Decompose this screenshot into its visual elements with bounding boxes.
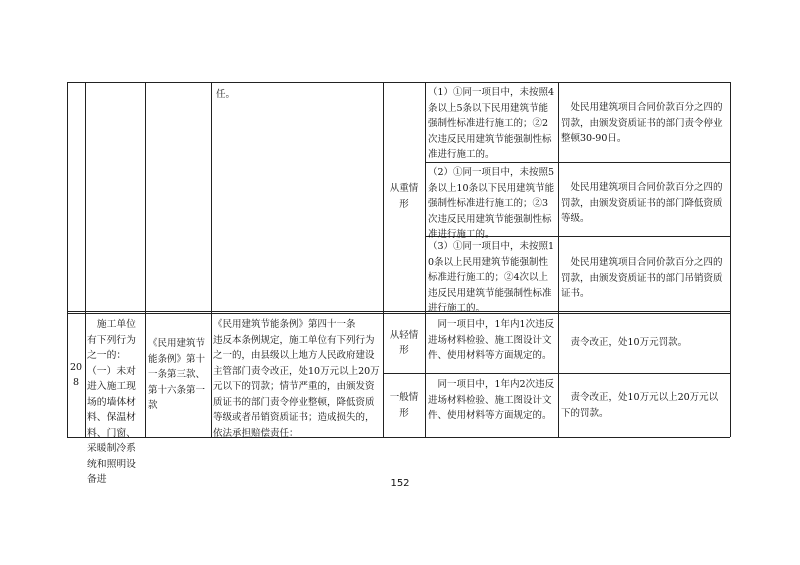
heavy-detail-1: （1）①同一项目中，未按照4条以上5条以下民用建筑节能强制性标准进行施工的；②2次违反民用建筑节能强制性标准进行施工的。 [428,87,555,160]
law-reference: 《民用建筑节能条例》第十一条第三款、第十六条第一款 [148,338,206,412]
light-detail: 同一项目中，1年内1次违反进场材料检验、施工图设计文件、使用材料等方面规定的。 [428,319,555,361]
light-penalty: 责令改正，处10万元罚款。 [570,337,688,349]
general-detail: 同一项目中，1年内2次违反进场材料检验、施工图设计文件、使用材料等方面规定的。 [428,379,555,421]
general-penalty: 责令改正，处10万元以上20万元以下的罚款。 [561,392,719,419]
circumstance-heavy: 从重情形 [389,183,419,210]
item-number: 208 [69,361,83,388]
behavior-text: 施工单位有下列行为之一的：（一）未对进入施工现场的墙体材料、保温材料、门窗、采暖制冷系统和照明设备进 [87,319,136,485]
basis-tail-text: 任。 [216,89,236,100]
legal-basis-text: 《民用建筑节能条例》第四十一条 违反本条例规定，施工单位有下列行为之一的，由县级以上地方人民政府建设主管部门责令改正，处10万元以上20万元以下的罚款；情节严重的，由颁发资质证书的部门责令停业整顿，降低资质等级或者吊销资质证书；造成损失的，依法承担赔偿责任： [213,319,380,439]
heavy-penalty-2: 处民用建筑项目合同价款百分之四的罚款，由颁发资质证书的部门降低资质等级。 [561,182,723,224]
circumstance-general: 一般情形 [389,392,419,419]
heavy-detail-2: （2）①同一项目中，未按照5条以上10条以下民用建筑节能强制性标准进行施工的；②3次违反民用建筑节能强制性标准进行施工的。 [428,167,555,240]
heavy-penalty-3: 处民用建筑项目合同价款百分之四的罚款，由颁发资质证书的部门吊销资质证书。 [561,257,723,299]
page-number: 152 [390,478,410,489]
circumstance-light: 从轻情形 [389,329,419,356]
heavy-penalty-1: 处民用建筑项目合同价款百分之四的罚款，由颁发资质证书的部门责令停业整顿30-90日。 [561,102,723,144]
heavy-detail-3: （3）①同一项目中，未按照10条以上民用建筑节能强制性标准进行施工的；②4次以上违反民用建筑节能强制性标准进行施工的。 [428,241,555,314]
